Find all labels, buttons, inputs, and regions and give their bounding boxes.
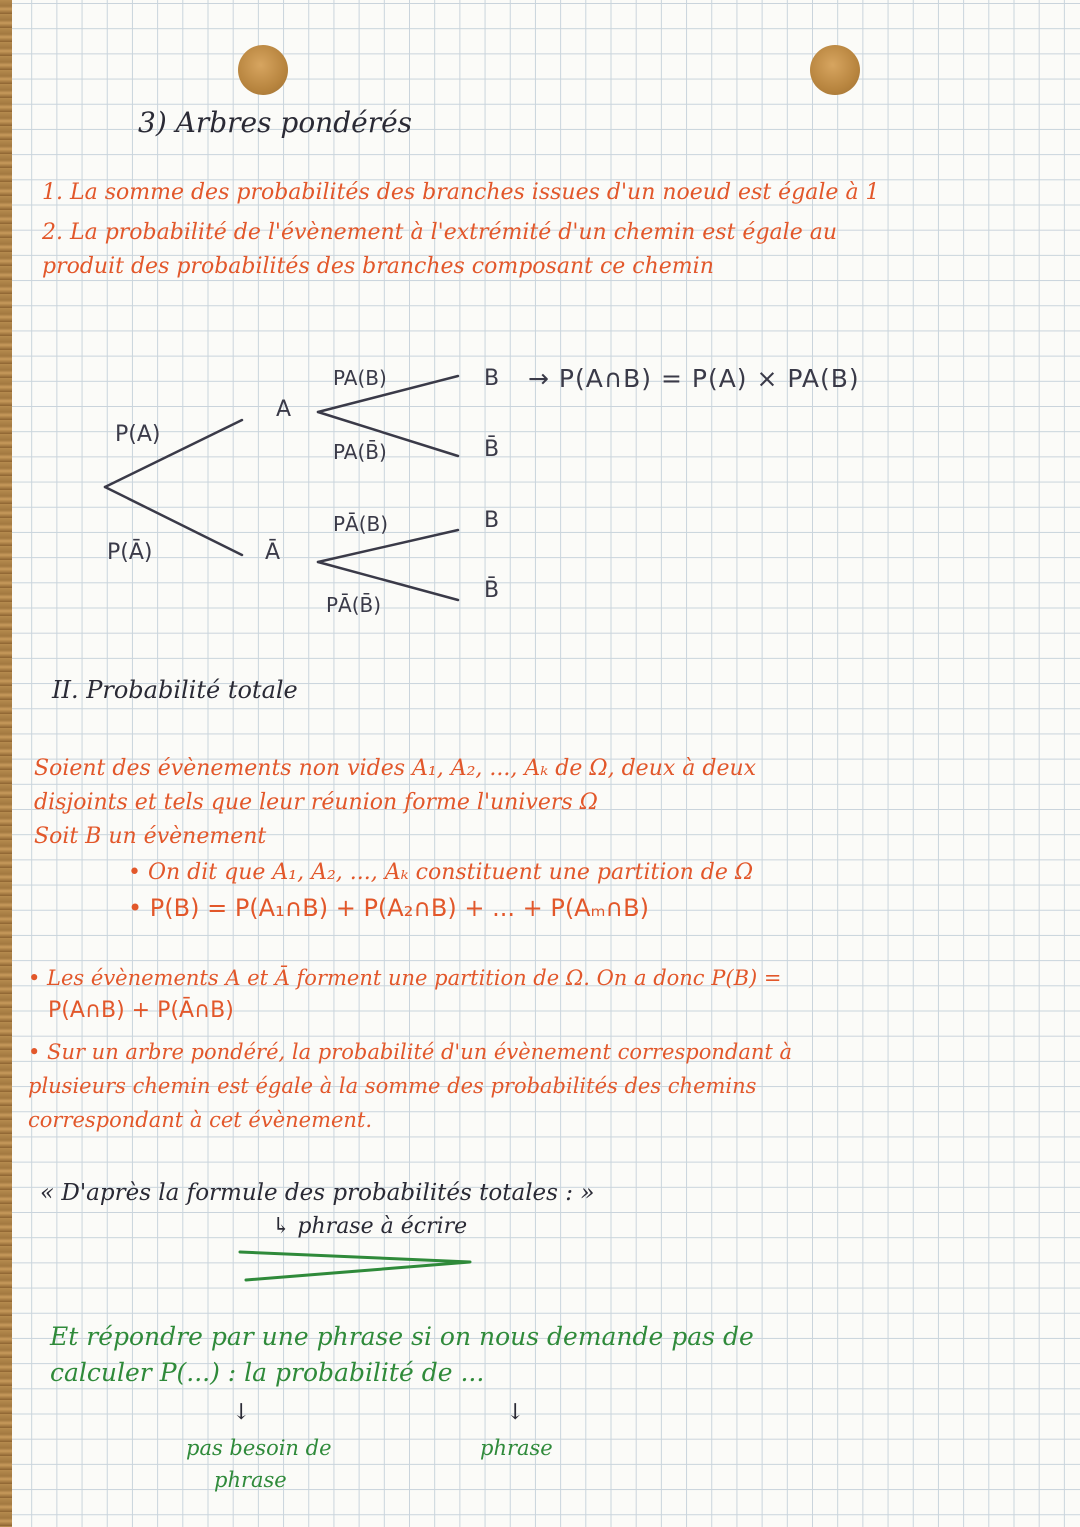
definition-line-3: Soit B un évènement — [34, 824, 267, 849]
tree-leaf-b-1: B — [484, 366, 500, 391]
tree-path-formula: → P(A∩B) = P(A) × PA(B) — [528, 364, 860, 393]
section-2-heading: II. Probabilité totale — [52, 676, 298, 704]
answer-advice-line-2: calculer P(...) : la probabilité de ... — [50, 1358, 485, 1387]
tree-leaf-bbar-1: B̄ — [484, 437, 500, 462]
tree-node-a: A — [276, 397, 292, 422]
note-1-line-2: P(A∩B) + P(Ā∩B) — [48, 998, 234, 1023]
total-probability-formula: • P(B) = P(A₁∩B) + P(A₂∩B) + ... + P(Aₘ∩B) — [128, 894, 649, 922]
tree-node-abar: Ā — [265, 540, 281, 565]
section-3-heading: 3) Arbres pondérés — [138, 106, 413, 139]
tree-label-pa-bbar: PA(B̄) — [333, 440, 387, 464]
note-2-line-1: • Sur un arbre pondéré, la probabilité d'un évènement correspondant à — [28, 1040, 792, 1064]
tree-label-pabar-b: PĀ(B) — [333, 512, 389, 536]
tree-leaf-b-2: B — [484, 508, 500, 533]
note-2-line-3: correspondant à cet évènement. — [28, 1108, 373, 1132]
rule-2-text-line-2: produit des probabilités des branches composant ce chemin — [42, 254, 714, 279]
tree-label-p-a: P(A) — [115, 422, 161, 447]
tree-leaf-bbar-2: B̄ — [484, 578, 500, 603]
definition-line-1: Soient des évènements non vides A₁, A₂, ..., Aₖ de Ω, deux à deux — [34, 756, 757, 781]
rule-1-text: 1. La somme des probabilités des branches issues d'un noeud est égale à 1 — [42, 180, 880, 205]
answer-advice-line-1: Et répondre par une phrase si on nous demande pas de — [50, 1322, 754, 1351]
no-sentence-note-line-2: phrase — [214, 1468, 287, 1492]
tree-label-pa-b: PA(B) — [333, 366, 387, 390]
quote-instruction: ↳ phrase à écrire — [272, 1214, 468, 1239]
definition-line-2: disjoints et tels que leur réunion forme l'univers Ω — [34, 790, 598, 815]
tree-label-p-abar: P(Ā) — [107, 540, 153, 565]
partition-bullet: • On dit que A₁, A₂, ..., Aₖ constituent une partition de Ω — [128, 860, 754, 885]
down-arrow-left-icon: ↓ — [232, 1400, 251, 1425]
sentence-note: phrase — [480, 1436, 553, 1460]
note-2-line-2: plusieurs chemin est égale à la somme des probabilités des chemins — [28, 1074, 757, 1098]
rule-2-text-line-1: 2. La probabilité de l'évènement à l'extrémité d'un chemin est égale au — [42, 220, 837, 245]
note-1-line-1: • Les évènements A et Ā forment une partition de Ω. On a donc P(B) = — [28, 966, 782, 990]
total-probability-quote: « D'après la formule des probabilités totales : » — [40, 1180, 595, 1206]
down-arrow-right-icon: ↓ — [506, 1400, 525, 1425]
no-sentence-note-line-1: pas besoin de — [186, 1436, 332, 1460]
tree-label-pabar-bbar: PĀ(B̄) — [326, 593, 382, 617]
